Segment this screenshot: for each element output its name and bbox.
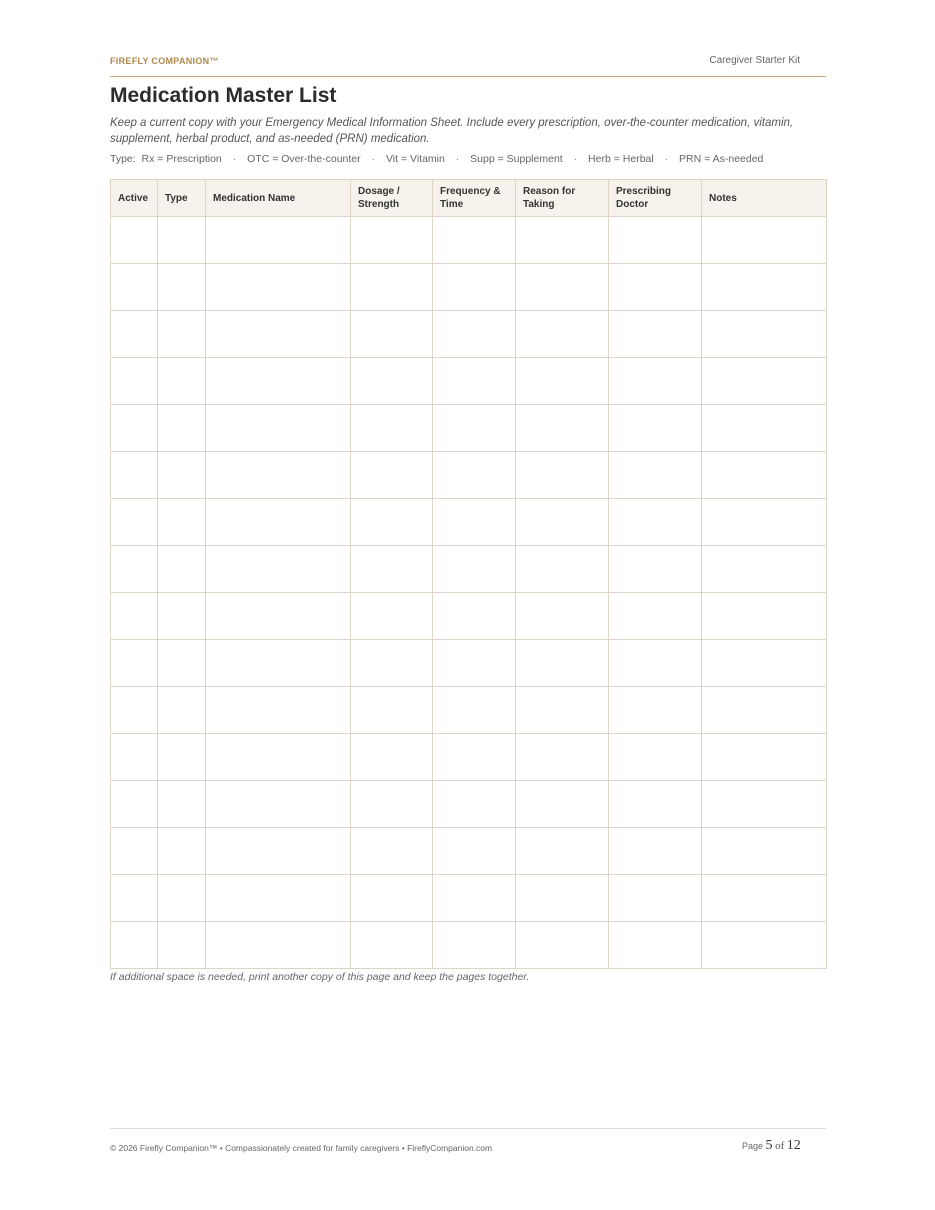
table-cell[interactable] xyxy=(111,546,158,593)
legend-separator: · xyxy=(664,153,669,165)
table-cell[interactable] xyxy=(433,358,516,405)
table-cell[interactable] xyxy=(516,781,609,828)
column-header-type: Type xyxy=(158,180,206,217)
table-cell[interactable] xyxy=(111,687,158,734)
table-cell[interactable] xyxy=(433,875,516,922)
table-cell[interactable] xyxy=(516,217,609,264)
table-cell[interactable] xyxy=(351,499,433,546)
table-cell[interactable] xyxy=(433,828,516,875)
table-cell[interactable] xyxy=(206,734,351,781)
table-cell[interactable] xyxy=(111,781,158,828)
total-pages: 12 xyxy=(786,1138,801,1153)
table-cell[interactable] xyxy=(206,405,351,452)
table-cell[interactable] xyxy=(433,264,516,311)
table-cell[interactable] xyxy=(609,311,702,358)
table-cell[interactable] xyxy=(609,640,702,687)
table-cell[interactable] xyxy=(609,687,702,734)
legend-separator: · xyxy=(573,153,578,165)
table-cell[interactable] xyxy=(609,828,702,875)
brand-name: FIREFLY COMPANION™ xyxy=(110,56,219,66)
table-cell[interactable] xyxy=(206,875,351,922)
page-title: Medication Master List xyxy=(110,84,337,107)
footer-copyright: © 2026 Firefly Companion™ • Compassionately created for family caregivers • FireflyCompanion.com xyxy=(110,1143,493,1153)
table-cell[interactable] xyxy=(111,875,158,922)
table-cell[interactable] xyxy=(351,311,433,358)
table-cell[interactable] xyxy=(702,687,827,734)
table-cell[interactable] xyxy=(206,358,351,405)
legend-item: Vit = Vitamin xyxy=(385,153,445,165)
table-cell[interactable] xyxy=(609,264,702,311)
table-row xyxy=(111,546,827,593)
table-cell[interactable] xyxy=(702,452,827,499)
table-cell[interactable] xyxy=(111,217,158,264)
table-cell[interactable] xyxy=(609,781,702,828)
table-cell[interactable] xyxy=(516,452,609,499)
legend-separator: · xyxy=(371,153,376,165)
table-row xyxy=(111,922,827,969)
table-cell[interactable] xyxy=(516,828,609,875)
column-header-reason: Reason for Taking xyxy=(516,180,609,217)
table-row xyxy=(111,640,827,687)
table-cell[interactable] xyxy=(433,640,516,687)
table-cell[interactable] xyxy=(158,593,206,640)
table-body xyxy=(111,217,827,969)
page-header xyxy=(110,54,826,77)
table-cell[interactable] xyxy=(351,687,433,734)
table-cell[interactable] xyxy=(609,405,702,452)
table-cell[interactable] xyxy=(158,734,206,781)
table-cell[interactable] xyxy=(702,828,827,875)
table-cell[interactable] xyxy=(609,358,702,405)
table-cell[interactable] xyxy=(433,217,516,264)
table-cell[interactable] xyxy=(206,781,351,828)
table-cell[interactable] xyxy=(609,593,702,640)
table-cell[interactable] xyxy=(433,781,516,828)
table-cell[interactable] xyxy=(158,311,206,358)
table-cell[interactable] xyxy=(433,922,516,969)
table-row xyxy=(111,358,827,405)
table-cell[interactable] xyxy=(702,217,827,264)
table-cell[interactable] xyxy=(158,875,206,922)
table-cell[interactable] xyxy=(206,687,351,734)
table-cell[interactable] xyxy=(702,640,827,687)
table-cell[interactable] xyxy=(433,593,516,640)
table-cell[interactable] xyxy=(351,734,433,781)
table-cell[interactable] xyxy=(516,687,609,734)
table-cell[interactable] xyxy=(702,264,827,311)
table-cell[interactable] xyxy=(158,358,206,405)
table-cell[interactable] xyxy=(702,499,827,546)
table-cell[interactable] xyxy=(702,875,827,922)
table-cell[interactable] xyxy=(433,546,516,593)
table-cell[interactable] xyxy=(702,734,827,781)
table-cell[interactable] xyxy=(158,922,206,969)
legend-prefix: Type: xyxy=(110,153,136,165)
table-cell[interactable] xyxy=(111,452,158,499)
footnote: If additional space is needed, print another copy of this page and keep the pages together. xyxy=(110,971,530,983)
table-cell[interactable] xyxy=(702,311,827,358)
table-cell[interactable] xyxy=(702,358,827,405)
column-header-medication-name: Medication Name xyxy=(206,180,351,217)
page-number xyxy=(742,1138,801,1154)
table-cell[interactable] xyxy=(206,640,351,687)
table-cell[interactable] xyxy=(158,264,206,311)
table-cell[interactable] xyxy=(516,358,609,405)
legend-separator: · xyxy=(232,153,237,165)
footer-divider xyxy=(110,1128,826,1129)
table-cell[interactable] xyxy=(702,546,827,593)
table-cell[interactable] xyxy=(516,311,609,358)
table-cell[interactable] xyxy=(111,358,158,405)
of-label: of xyxy=(775,1140,785,1152)
table-cell[interactable] xyxy=(111,922,158,969)
table-cell[interactable] xyxy=(609,217,702,264)
column-header-frequency: Frequency & Time xyxy=(433,180,516,217)
table-row xyxy=(111,734,827,781)
kit-name: Caregiver Starter Kit xyxy=(709,55,800,66)
table-cell[interactable] xyxy=(158,640,206,687)
legend-item: Herb = Herbal xyxy=(588,153,654,165)
table-cell[interactable] xyxy=(351,546,433,593)
page-label: Page xyxy=(742,1141,764,1151)
table-cell[interactable] xyxy=(351,875,433,922)
table-row xyxy=(111,593,827,640)
table-cell[interactable] xyxy=(351,452,433,499)
table-cell[interactable] xyxy=(609,499,702,546)
table-row xyxy=(111,405,827,452)
table-cell[interactable] xyxy=(158,405,206,452)
table-cell[interactable] xyxy=(111,593,158,640)
table-cell[interactable] xyxy=(158,828,206,875)
table-cell[interactable] xyxy=(609,875,702,922)
table-row xyxy=(111,781,827,828)
table-cell[interactable] xyxy=(516,640,609,687)
table-cell[interactable] xyxy=(351,358,433,405)
table-cell[interactable] xyxy=(433,311,516,358)
table-cell[interactable] xyxy=(158,217,206,264)
medication-table xyxy=(110,179,827,969)
current-page: 5 xyxy=(765,1138,773,1153)
table-cell[interactable] xyxy=(516,499,609,546)
table-cell[interactable] xyxy=(111,640,158,687)
table-cell[interactable] xyxy=(433,734,516,781)
table-cell[interactable] xyxy=(158,452,206,499)
table-cell[interactable] xyxy=(351,640,433,687)
table-cell[interactable] xyxy=(433,452,516,499)
table-cell[interactable] xyxy=(702,593,827,640)
table-cell[interactable] xyxy=(516,734,609,781)
table-cell[interactable] xyxy=(609,546,702,593)
table-cell[interactable] xyxy=(158,687,206,734)
type-legend xyxy=(110,153,763,165)
table-cell[interactable] xyxy=(111,264,158,311)
table-cell[interactable] xyxy=(516,922,609,969)
legend-item: OTC = Over-the-counter xyxy=(247,153,361,165)
table-cell[interactable] xyxy=(206,311,351,358)
table-cell[interactable] xyxy=(206,828,351,875)
table-cell[interactable] xyxy=(111,405,158,452)
table-cell[interactable] xyxy=(702,781,827,828)
table-cell[interactable] xyxy=(351,593,433,640)
column-header-notes: Notes xyxy=(702,180,827,217)
column-header-dosage: Dosage / Strength xyxy=(351,180,433,217)
table-cell[interactable] xyxy=(158,499,206,546)
intro-text: Keep a current copy with your Emergency Medical Information Sheet. Include every prescription, over-the-counter medication, vitamin, supplement, herbal product, and as-needed (PRN) medication. xyxy=(110,117,794,145)
table-row xyxy=(111,264,827,311)
legend-item: Supp = Supplement xyxy=(470,153,563,165)
column-header-doctor: Prescribing Doctor xyxy=(609,180,702,217)
table-row xyxy=(111,499,827,546)
table-cell[interactable] xyxy=(433,687,516,734)
legend-separator: · xyxy=(455,153,460,165)
table-cell[interactable] xyxy=(433,499,516,546)
table-header-row xyxy=(111,180,827,217)
table-row xyxy=(111,311,827,358)
table-cell[interactable] xyxy=(516,264,609,311)
column-header-active: Active xyxy=(111,180,158,217)
table-cell[interactable] xyxy=(111,311,158,358)
table-cell[interactable] xyxy=(702,922,827,969)
legend-item: PRN = As-needed xyxy=(679,153,764,165)
table-cell[interactable] xyxy=(609,452,702,499)
table-cell[interactable] xyxy=(702,405,827,452)
table-cell[interactable] xyxy=(111,734,158,781)
table-cell[interactable] xyxy=(206,499,351,546)
table-cell[interactable] xyxy=(351,405,433,452)
table-cell[interactable] xyxy=(516,875,609,922)
table-cell[interactable] xyxy=(206,452,351,499)
table-cell[interactable] xyxy=(516,405,609,452)
table-cell[interactable] xyxy=(433,405,516,452)
table-cell[interactable] xyxy=(206,264,351,311)
legend-item: Rx = Prescription xyxy=(141,153,222,165)
table-cell[interactable] xyxy=(158,546,206,593)
table-row xyxy=(111,687,827,734)
table-cell[interactable] xyxy=(206,922,351,969)
table-row xyxy=(111,875,827,922)
table-cell[interactable] xyxy=(206,217,351,264)
table-cell[interactable] xyxy=(609,922,702,969)
table-cell[interactable] xyxy=(351,922,433,969)
table-cell[interactable] xyxy=(206,546,351,593)
table-cell[interactable] xyxy=(351,781,433,828)
table-cell[interactable] xyxy=(351,217,433,264)
table-row xyxy=(111,828,827,875)
table-cell[interactable] xyxy=(609,734,702,781)
table-cell[interactable] xyxy=(111,499,158,546)
table-cell[interactable] xyxy=(516,593,609,640)
table-cell[interactable] xyxy=(111,828,158,875)
table-cell[interactable] xyxy=(516,546,609,593)
table-row xyxy=(111,452,827,499)
table-cell[interactable] xyxy=(206,593,351,640)
table-cell[interactable] xyxy=(158,781,206,828)
table-cell[interactable] xyxy=(351,828,433,875)
table-cell[interactable] xyxy=(351,264,433,311)
table-row xyxy=(111,217,827,264)
